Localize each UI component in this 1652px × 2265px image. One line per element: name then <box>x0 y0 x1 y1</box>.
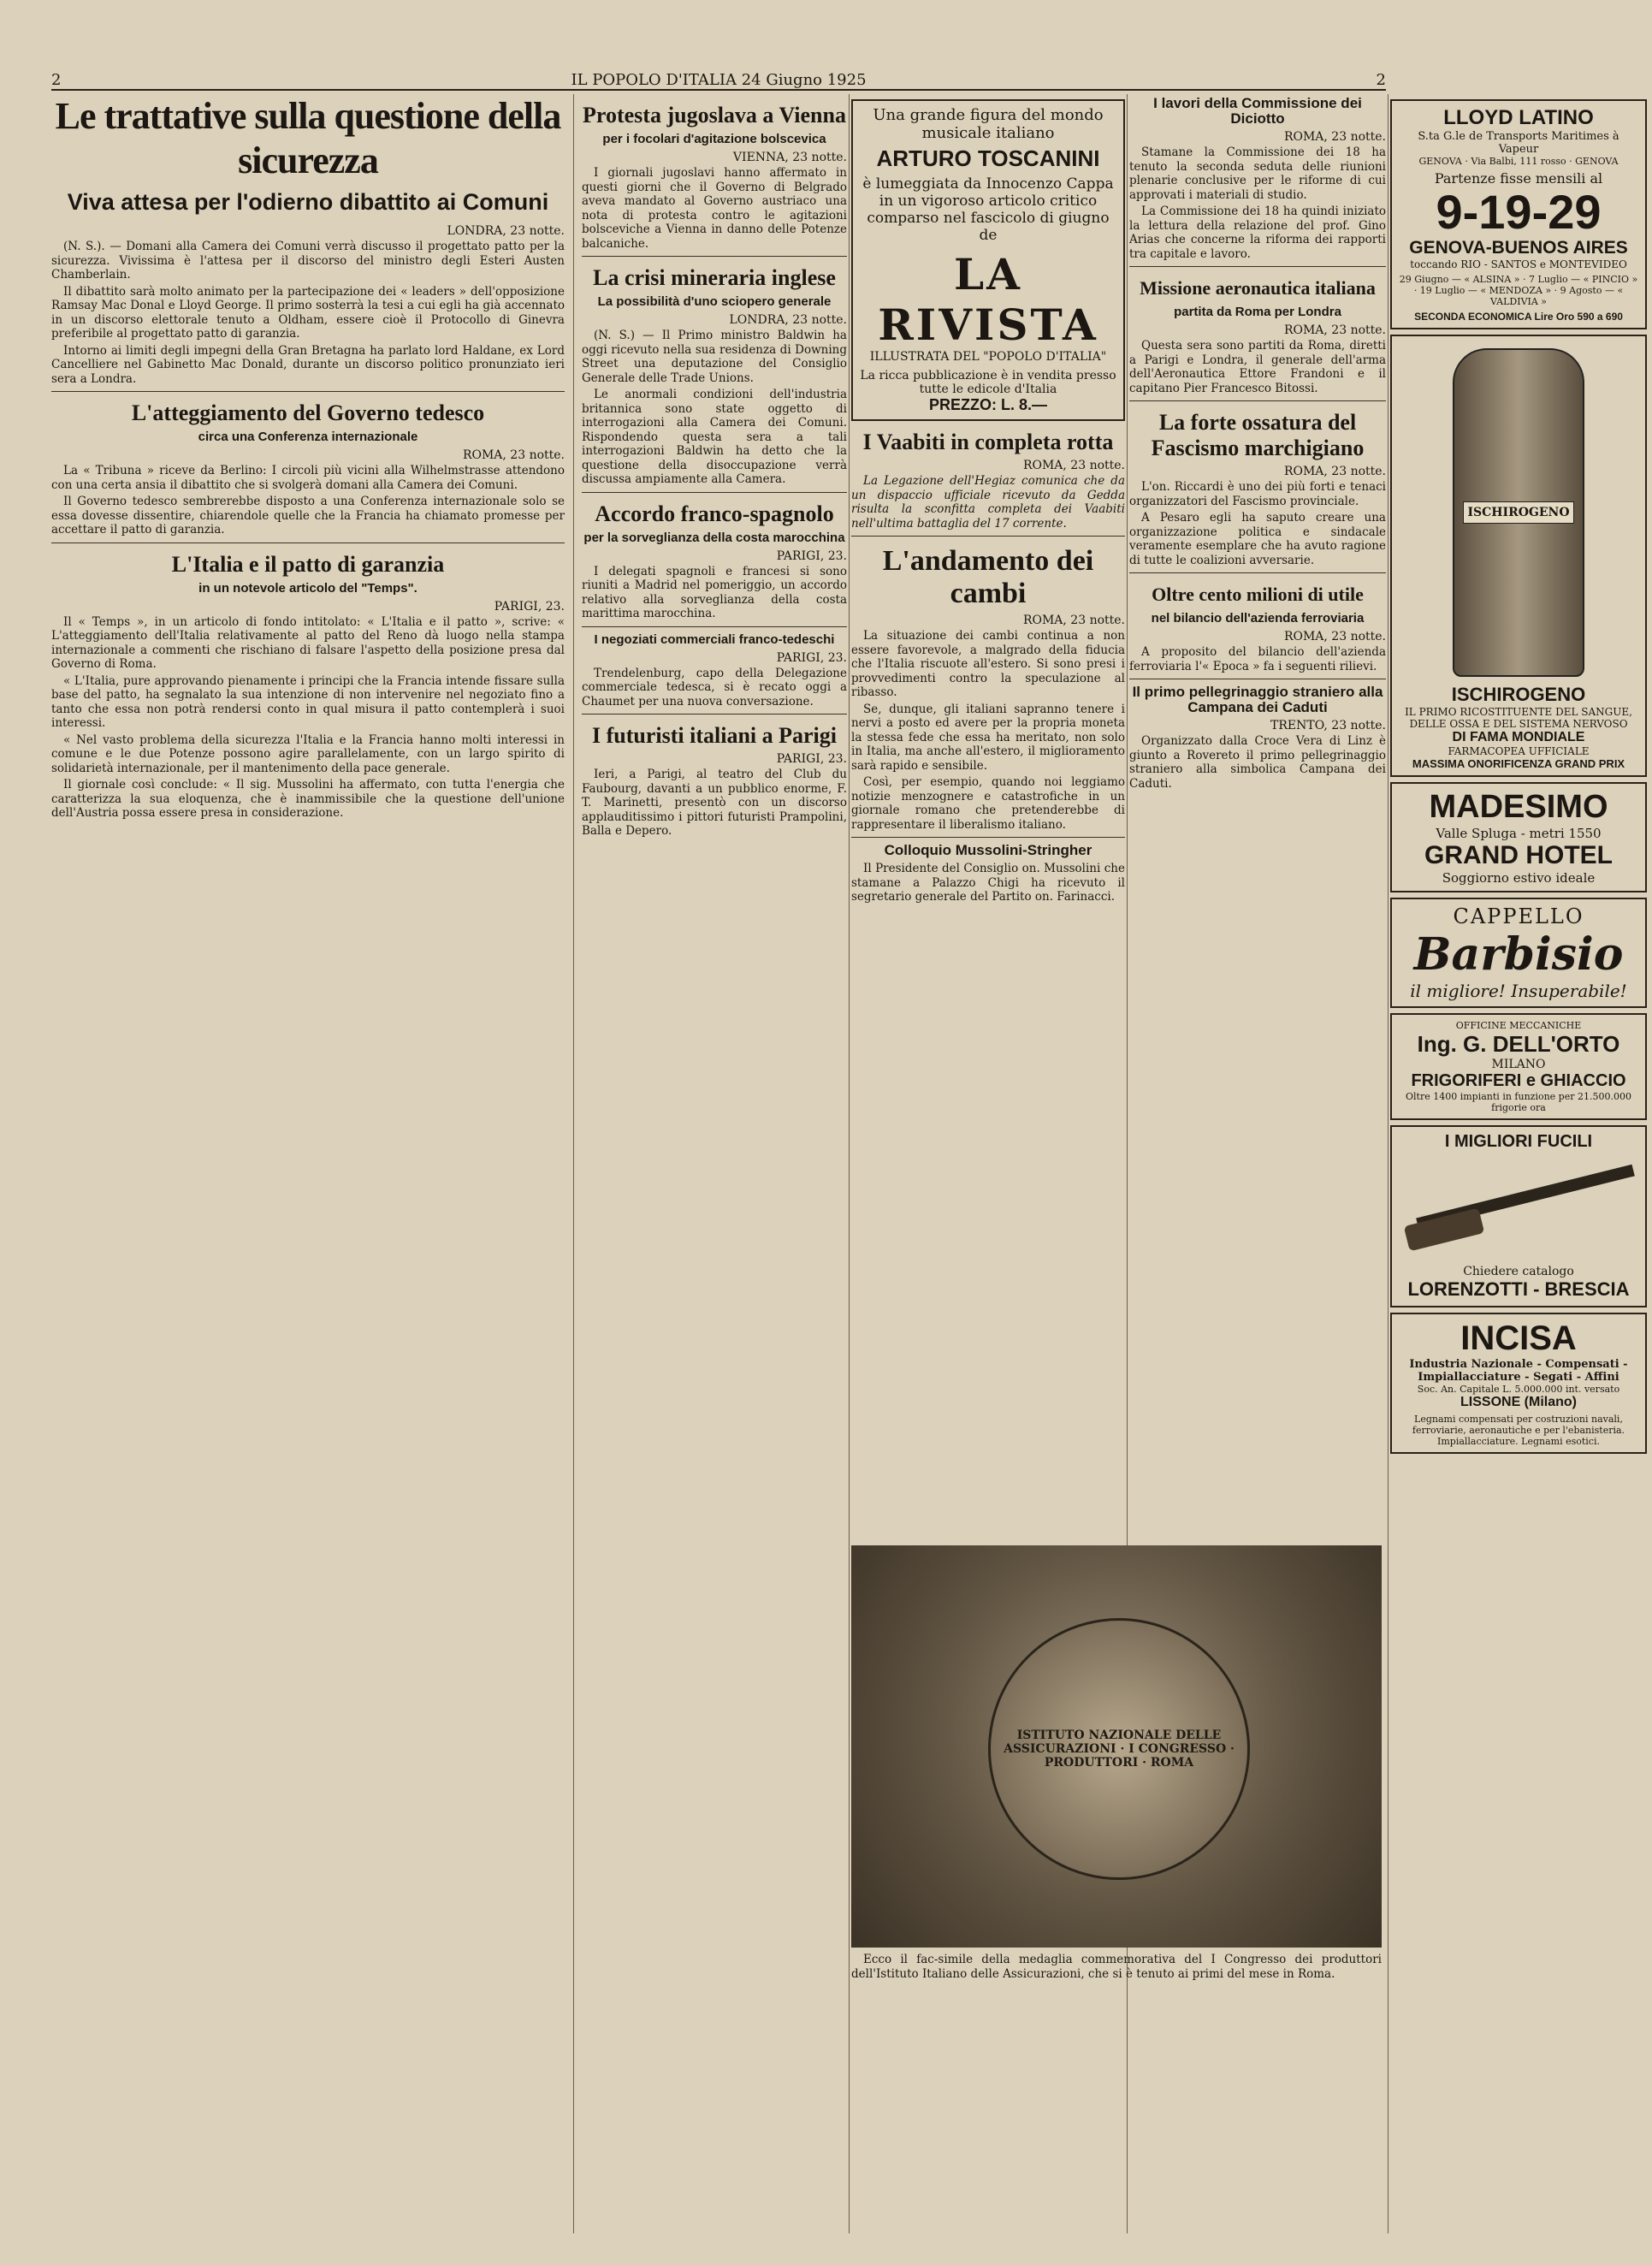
medal-photo <box>851 1545 1382 1948</box>
subheadline: partita da Roma per Londra <box>1174 305 1341 319</box>
dateline: TRENTO, 23 notte. <box>1270 719 1386 732</box>
article-paragraph: Le anormali condizioni dell'industria britannica sono state oggetto di interrogazioni alla Camera dei Comuni. Rispondendo questa sera a tali interrogazioni Baldwin ha detto che la questione della disoccupazione verrà discussa ampiamente alla Camera. <box>582 388 847 486</box>
article-paragraph: Organizzato dalla Croce Vera di Linz è giunto a Rovereto il primo pellegrinaggio straniero alla simbolica Campana dei Caduti. <box>1129 734 1386 791</box>
ad-sale: La ricca pubblicazione è in vendita presso tutte le edicole d'Italia <box>860 369 1116 396</box>
ad-orto-name: Ing. G. DELL'ORTO <box>1417 1031 1620 1057</box>
dateline: ROMA, 23 notte. <box>1283 323 1386 337</box>
article-paragraph: (N. S.). — Domani alla Camera dei Comuni verrà discusso il progettato patto per la sicurezza. Vivissima è l'attesa per il discorso del ministro degli Esteri Austen Chamberlain. <box>51 240 565 282</box>
ad-madesimo <box>1390 782 1647 892</box>
ad-lloyd-latino <box>1390 99 1647 329</box>
subheadline-italy-pact: in un notevole articolo del "Temps". <box>198 580 417 596</box>
ad-incisa-cap: Soc. An. Capitale L. 5.000.000 int. versato <box>1417 1384 1620 1395</box>
ad-isch-premio: MASSIMA ONORIFICENZA GRAND PRIX <box>1412 757 1625 770</box>
ad-intro: Una grande figura del mondo musicale italiano <box>873 106 1104 142</box>
article-paragraph: La Legazione dell'Hegiaz comunica che da un dispaccio ufficiale ricevuto da Gedda risulta la sconfitta completa dei Vaabiti nell'ultima battaglia del 17 corrente. <box>851 474 1125 531</box>
headline-exchange: L'andamento dei cambi <box>882 545 1094 609</box>
ad-guns-title: I MIGLIORI FUCILI <box>1444 1132 1593 1151</box>
column-rule <box>849 94 850 2233</box>
column-ads <box>1390 94 1647 2233</box>
dateline: LONDRA, 23 notte. <box>447 224 565 238</box>
column-rule <box>573 94 574 2233</box>
ad-incisa-city: LISSONE (Milano) <box>1460 1395 1577 1409</box>
ad-orto-note: Oltre 1400 impianti in funzione per 21.500.000 frigorie ora <box>1406 1091 1631 1113</box>
divider <box>51 391 565 392</box>
article-paragraph: Questa sera sono partiti da Roma, diretti a Parigi e Londra, il generale dell'arma dell'Aeronautica Ettore Frandoni e il capitano Pier Francesco Bitossi. <box>1129 339 1386 395</box>
headline-franco-german: I negoziati commerciali franco-tedeschi <box>594 631 835 647</box>
ad-orto-top: OFFICINE MECCANICHE <box>1455 1020 1582 1031</box>
article-paragraph: I delegati spagnoli e francesi si sono riuniti a Madrid nel pomeriggio, un accordo relativo alla sorveglianza della costa marittima marocchina. <box>582 564 847 620</box>
article-paragraph: A Pesaro egli ha saputo creare una organizzazione politica e sindacale veramente esemplare che ha avuto ragione di tutte le coalizioni avversarie. <box>1129 511 1386 567</box>
article-paragraph: Così, per esempio, quando noi leggiamo notizie menzognere e catastrofiche in un giornale romano che pretenderebbe di rappresentare il liberalismo italiano. <box>851 775 1125 832</box>
ad-guns-name: LORENZOTTI - BRESCIA <box>1407 1278 1630 1300</box>
ad-dellorto <box>1390 1013 1647 1120</box>
dateline: PARIGI, 23. <box>776 650 847 665</box>
article-paragraph: Il Governo tedesco sembrerebbe disposto a una Conferenza internazionale solo se essa dovesse dissentire, chiarendole quelle che la Francia ha chiamato promesse per accettare il patto di garanzia. <box>51 495 565 537</box>
medal-image <box>988 1618 1250 1880</box>
ad-barbisio <box>1390 898 1647 1008</box>
ad-ischirogeno <box>1390 335 1647 777</box>
divider <box>582 256 847 257</box>
dateline: PARIGI, 23. <box>494 599 565 614</box>
article-paragraph: Il giornale così conclude: « Il sig. Mussolini ha affermato, con tutta l'energia che caratterizza la sua eloquenza, che è inammissibile che la questione dell'unione dell'Austria possa essere presa in considerazione. <box>51 778 565 820</box>
ad-orto-city: MILANO <box>1491 1058 1546 1071</box>
ad-lloyd-sub: S.ta G.le de Transports Maritimes à Vapeur <box>1418 130 1619 156</box>
article-paragraph: Intorno ai limiti degli impegni della Gran Bretagna ha parlato lord Haldane, ex Lord Cancelliere nel Gabinetto Mac Donald, durante un discorso politico pronunziato ieri sera a Londra. <box>51 343 565 386</box>
divider <box>1129 400 1386 401</box>
subheadline-german-gov: circa una Conferenza internazionale <box>198 430 418 444</box>
ad-lloyd-ports: toccando RIO - SANTOS e MONTEVIDEO <box>1410 258 1627 270</box>
headline-commission: I lavori della Commissione dei Diciotto <box>1153 95 1362 127</box>
medal-feature <box>851 1540 1382 1983</box>
article-paragraph: A proposito del bilancio dell'azienda ferroviaria l'« Epoca » fa i seguenti rilievi. <box>1129 645 1386 673</box>
article-paragraph: I giornali jugoslavi hanno affermato in questi giorni che il Governo di Belgrado aveva mandato al Governo austriaco una nota di protesta contro le agitazioni bolsceviche a Vienna in danno delle Potenze balcaniche. <box>582 166 847 251</box>
masthead <box>51 68 1386 91</box>
ad-la-rivista: LA RIVISTA <box>878 249 1098 350</box>
rivista-advertisement <box>851 99 1125 421</box>
dateline: PARIGI, 23. <box>776 548 847 563</box>
dateline: LONDRA, 23 notte. <box>729 313 847 327</box>
article-paragraph: L'on. Riccardi è uno dei più forti e tenaci organizzatori del Fascismo provinciale. <box>1129 480 1386 508</box>
subheadline-security: Viva attesa per l'odierno dibattito ai Comuni <box>67 189 549 215</box>
article-paragraph: Il dibattito sarà molto animato per la partecipazione dei « leaders » dell'opposizione Ramsay Mac Donal e Lloyd George. Il primo sosterrà la tesi a cui egli ha già accennato in un discorso elettorale tenuto a Oldham, essere cioè il Protocollo di Ginevra preferibile al progettato patto di garanzia. <box>51 284 565 341</box>
subheadline: per la sorveglianza della costa marocchina <box>583 530 845 545</box>
divider <box>582 626 847 627</box>
ad-incisa-foot: Legnami compensati per costruzioni navali, ferroviarie, aeronautiche e per l'ebanisteria. Impiallacciature. Legnami esotici. <box>1412 1414 1625 1447</box>
divider <box>1129 572 1386 573</box>
headline-pilgrimage: Il primo pellegrinaggio straniero alla Campana dei Caduti <box>1132 684 1383 715</box>
dateline: PARIGI, 23. <box>776 752 847 766</box>
dateline: ROMA, 23 notte. <box>1283 630 1386 643</box>
medal-inscription: ISTITUTO NAZIONALE DELLE ASSICURAZIONI · I CONGRESSO · PRODUTTORI · ROMA <box>1004 1728 1235 1770</box>
ad-lorenzotti <box>1390 1125 1647 1307</box>
ad-mad-title: MADESIMO <box>1429 789 1608 825</box>
ad-lloyd-econ: SECONDA ECONOMICA Lire Oro 590 a 690 <box>1414 311 1623 323</box>
ad-text: è lumeggiata da Innocenzo Cappa in un vigoroso articolo critico comparso nel fascicolo di giugno de <box>862 175 1114 244</box>
rifle-icon <box>1397 1157 1640 1260</box>
page-number-right: 2 <box>1376 71 1386 89</box>
ad-isch-title: ISCHIROGENO <box>1451 684 1586 705</box>
article-paragraph: La Commissione dei 18 ha quindi iniziato la lettura della relazione del prof. Gino Arias che concerne la riforma dei rapporti tra capitale e lavoro. <box>1129 205 1386 261</box>
article-paragraph: Il « Temps », in un articolo di fondo intitolato: « L'Italia e il patto », scrive: « L'atteggiamento dell'Italia relativamente al patto del Reno dà luogo nella stampa internazionale a commenti che rischiano di falsare l'aspetto della posizione presa dal Governo di Roma. <box>51 614 565 671</box>
ad-price: PREZZO: L. 8.— <box>928 396 1047 413</box>
ad-lloyd-days: 9-19-29 <box>1436 185 1602 239</box>
headline-aero-mission: Missione aeronautica italiana <box>1140 277 1376 299</box>
article-paragraph: (N. S.) — Il Primo ministro Baldwin ha oggi ricevuto nella sua residenza di Downing Street una deputazione del Consiglio Generale delle Trade Unions. <box>582 329 847 385</box>
ad-orto-prod: FRIGORIFERI e GHIACCIO <box>1411 1071 1626 1090</box>
ad-barb-tag: il migliore! Insuperabile! <box>1410 981 1627 1001</box>
page-number: 2 <box>51 71 62 89</box>
dateline: ROMA, 23 notte. <box>1283 465 1386 478</box>
ad-lloyd-address: GENOVA · Via Balbi, 111 rosso · GENOVA <box>1418 156 1619 167</box>
subheadline: per i focolari d'agitazione bolscevica <box>602 132 826 146</box>
column-security <box>51 94 565 2233</box>
dateline: VIENNA, 23 notte. <box>732 151 847 164</box>
article-paragraph: La situazione dei cambi continua a non essere favorevole, a malgrado della fiducia che l'Italia riscuote all'estero. Si sono presi i provvedimenti contro la speculazione al ribasso. <box>851 629 1125 699</box>
ad-mad-sub: Valle Spluga - metri 1550 <box>1436 826 1602 841</box>
dateline: ROMA, 23 notte. <box>1022 459 1125 472</box>
ad-lloyd-partenze: Partenze fisse mensili al <box>1434 170 1603 187</box>
headline-mining-crisis: La crisi mineraria inglese <box>593 265 836 290</box>
article-paragraph: « Nel vasto problema della sicurezza l'Italia e la Francia hanno molti interessi in comune e le due Potenze possono agire parallelamente, con un largo spirito di solidarietà internazionale, per il mantenimento della pace generale. <box>51 732 565 775</box>
divider <box>851 837 1125 838</box>
headline-italy-pact: L'Italia e il patto di garanzia <box>171 551 445 577</box>
ad-mad-hotel: GRAND HOTEL <box>1424 841 1613 869</box>
headline-futurists: I futuristi italiani a Parigi <box>592 723 837 748</box>
medal-caption: Ecco il fac-simile della medaglia commemorativa del I Congresso dei produttori dell'Istituto Italiano delle Assicurazioni, che si è tenuto ai primi del mese in Roma. <box>851 1953 1382 1981</box>
ad-incisa-title: INCISA <box>1460 1319 1577 1357</box>
headline-security: Le trattative sulla questione della sicurezza <box>55 95 561 181</box>
ad-barb-name: Barbisio <box>1413 928 1624 981</box>
ad-rivista-sub: ILLUSTRATA DEL "POPOLO D'ITALIA" <box>869 350 1107 364</box>
dateline: ROMA, 23 notte. <box>462 448 565 462</box>
article-paragraph: Ieri, a Parigi, al teatro del Club du Faubourg, davanti a un pubblico enorme, F. T. Marinetti, presentò con un discorso applauditissimo i pittori futuristi Prampolini, Balla e Depero. <box>582 768 847 838</box>
divider <box>582 492 847 493</box>
ad-incisa <box>1390 1313 1647 1454</box>
headline-fascism-marche: La forte ossatura del Fascismo marchigiano <box>1151 410 1365 460</box>
headline-vaabiti: I Vaabiti in completa rotta <box>862 430 1114 454</box>
paper-title: IL POPOLO D'ITALIA 24 Giugno 1925 <box>571 71 867 89</box>
subheadline: nel bilancio dell'azienda ferroviaria <box>1151 611 1365 626</box>
article-paragraph: La « Tribuna » riceve da Berlino: I circoli più vicini alla Wilhelmstrasse attendono con una certa ansia il dibattito che si svolgerà domani alla Camera dei Comuni. <box>51 464 565 492</box>
article-paragraph: Stamane la Commissione dei 18 ha tenuto la seconda seduta delle riunioni plenarie conclusive per le riforme di cui approvati i materiali di studio. <box>1129 145 1386 202</box>
article-paragraph: Se, dunque, gli italiani sapranno tenere i nervi a posto ed avere per la propria moneta la stessa fede che essa ha meritato, non solo in Italia, ma anche all'estero, il miglioramento sarà rapido e sensibile. <box>851 702 1125 773</box>
dateline: ROMA, 23 notte. <box>1283 130 1386 144</box>
headline-jugoslav-protest: Protesta jugoslava a Vienna <box>583 103 846 127</box>
ad-isch-fame: DI FAMA MONDIALE <box>1452 730 1585 744</box>
article-paragraph: Trendelenburg, capo della Delegazione commerciale tedesca, si è recato oggi a Chaumet per una nuova conversazione. <box>582 666 847 709</box>
ad-lloyd-title: LLOYD LATINO <box>1443 106 1594 129</box>
headline-mussolini-stringher: Colloquio Mussolini-Stringher <box>884 842 1092 858</box>
ad-incisa-sub: Industria Nazionale - Compensati - Impiallacciature - Segati - Affini <box>1409 1358 1628 1384</box>
ad-lloyd-schedule: 29 Giugno — « ALSINA » · 7 Luglio — « PINCIO » · 19 Luglio — « MENDOZA » · 9 Agosto — « VALDIVIA » <box>1399 274 1638 307</box>
ad-isch-farm: FARMACOPEA UFFICIALE <box>1448 745 1590 757</box>
headline-franco-spanish: Accordo franco-spagnolo <box>595 501 834 526</box>
ad-barb-cap: CAPPELLO <box>1453 904 1584 928</box>
ad-isch-sub: IL PRIMO RICOSTITUENTE DEL SANGUE, DELLE OSSA E DEL SISTEMA NERVOSO <box>1405 706 1632 730</box>
subheadline: La possibilità d'uno sciopero generale <box>597 294 832 309</box>
headline-railway-profit: Oltre cento milioni di utile <box>1152 584 1364 605</box>
column-rule <box>1388 94 1389 2233</box>
bottle-label: ISCHIROGENO <box>1463 501 1573 524</box>
ad-toscanini: ARTURO TOSCANINI <box>876 145 1100 171</box>
dateline: ROMA, 23 notte. <box>1022 614 1125 627</box>
article-paragraph: Il Presidente del Consiglio on. Mussolini che stamane a Palazzo Chigi ha ricevuto il segretario generale del Partito on. Farinacci. <box>851 862 1125 904</box>
ad-lloyd-route: GENOVA-BUENOS AIRES <box>1409 238 1628 258</box>
ad-guns-cat: Chiedere catalogo <box>1463 1265 1574 1278</box>
ad-mad-stay: Soggiorno estivo ideale <box>1442 870 1596 886</box>
headline-german-gov: L'atteggiamento del Governo tedesco <box>131 400 485 425</box>
article-paragraph: « L'Italia, pure approvando pienamente i principi che la Francia intende fissare sulla base del patto, ha segnalato la sua intenzione di non intervenire nel negoziato fino a tanto che essa non potrà rendersi conto in qual misura il patto contemplerà i suoi interessi. <box>51 673 565 730</box>
divider <box>851 536 1125 537</box>
column-foreign <box>582 94 847 2233</box>
bottle-icon <box>1453 348 1584 677</box>
divider <box>1129 266 1386 267</box>
